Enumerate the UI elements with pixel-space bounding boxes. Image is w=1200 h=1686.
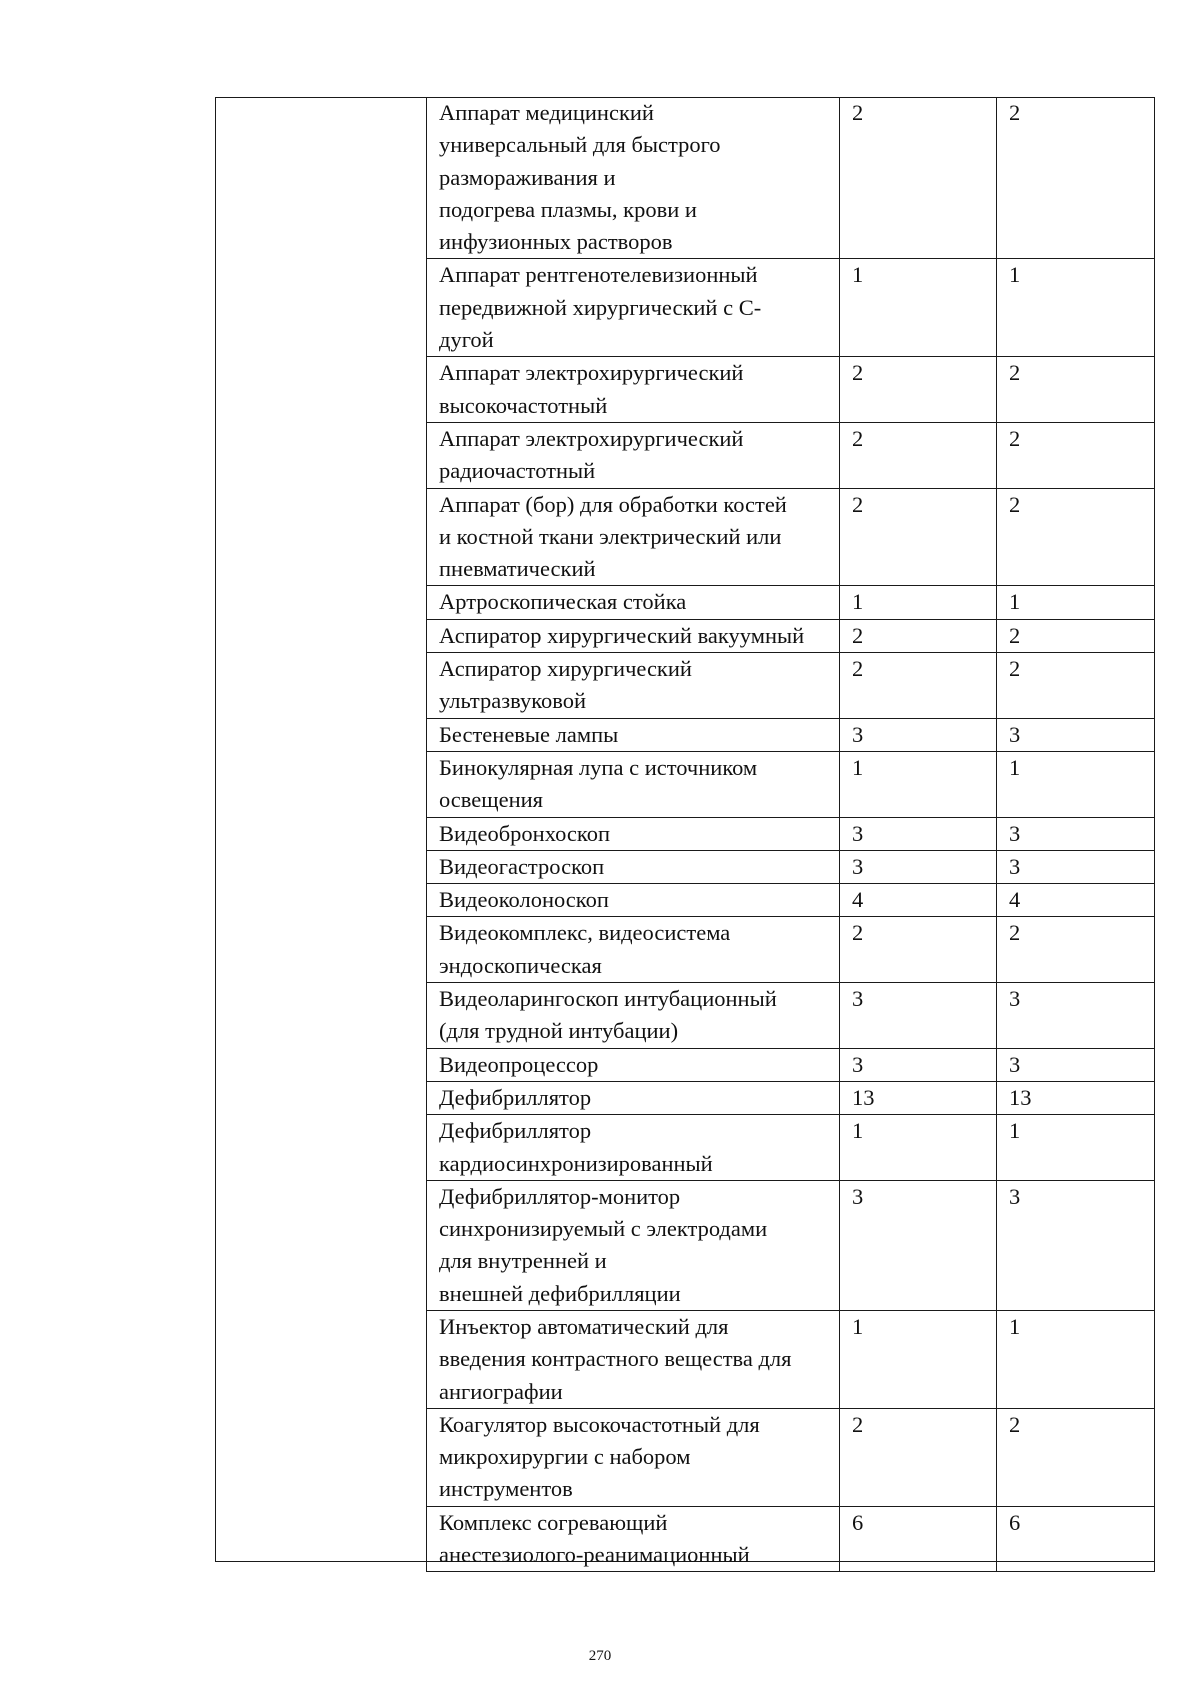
table-row	[427, 1408, 1155, 1506]
equipment-name-cell: Аспиратор хирургический вакуумный	[427, 619, 840, 652]
equipment-name-cell: Аппарат рентгенотелевизионный передвижной хирургический с С- дугой	[427, 259, 840, 357]
table-row	[427, 1048, 1155, 1081]
equipment-name-cell: Видеобронхоскоп	[427, 817, 840, 850]
quantity-cell-b: 6	[997, 1506, 1155, 1572]
table-row	[427, 1081, 1155, 1114]
table-row	[427, 817, 1155, 850]
quantity-cell-b: 4	[997, 884, 1155, 917]
table-row	[427, 1310, 1155, 1408]
equipment-name-cell: Бинокулярная лупа с источником освещения	[427, 751, 840, 817]
empty-left-column	[216, 98, 427, 1561]
quantity-cell-b: 2	[997, 97, 1155, 259]
table-row	[427, 850, 1155, 883]
equipment-table-body	[427, 97, 1155, 1572]
table-row	[427, 884, 1155, 917]
table-row	[427, 1506, 1155, 1572]
equipment-name-cell: Бестеневые лампы	[427, 718, 840, 751]
equipment-name-cell: Коагулятор высокочастотный для микрохирургии с набором инструментов	[427, 1408, 840, 1506]
quantity-cell-a: 13	[840, 1081, 997, 1114]
quantity-cell-b: 2	[997, 653, 1155, 719]
quantity-cell-b: 2	[997, 619, 1155, 652]
table-row	[427, 751, 1155, 817]
quantity-cell-b: 3	[997, 1180, 1155, 1310]
quantity-cell-a: 2	[840, 917, 997, 983]
quantity-cell-a: 2	[840, 619, 997, 652]
table-row	[427, 97, 1155, 259]
equipment-name-cell: Видеопроцессор	[427, 1048, 840, 1081]
quantity-cell-a: 2	[840, 422, 997, 488]
quantity-cell-b: 3	[997, 983, 1155, 1049]
quantity-cell-a: 3	[840, 817, 997, 850]
quantity-cell-a: 3	[840, 1048, 997, 1081]
quantity-cell-b: 3	[997, 850, 1155, 883]
table-row	[427, 1115, 1155, 1181]
table-row	[427, 357, 1155, 423]
table-row	[427, 983, 1155, 1049]
equipment-name-cell: Аппарат медицинский универсальный для быстрого размораживания и подогрева плазмы, крови и инфузионных растворов	[427, 97, 840, 259]
equipment-name-cell: Артроскопическая стойка	[427, 586, 840, 619]
quantity-cell-a: 1	[840, 586, 997, 619]
quantity-cell-b: 1	[997, 1115, 1155, 1181]
quantity-cell-a: 2	[840, 1408, 997, 1506]
quantity-cell-b: 2	[997, 1408, 1155, 1506]
quantity-cell-a: 3	[840, 983, 997, 1049]
equipment-name-cell: Инъектор автоматический для введения контрастного вещества для ангиографии	[427, 1310, 840, 1408]
quantity-cell-b: 2	[997, 357, 1155, 423]
table-row	[427, 422, 1155, 488]
quantity-cell-a: 4	[840, 884, 997, 917]
quantity-cell-b: 1	[997, 586, 1155, 619]
table-row	[427, 619, 1155, 652]
quantity-cell-a: 6	[840, 1506, 997, 1572]
page-number: 270	[588, 1648, 612, 1664]
table-row	[427, 1180, 1155, 1310]
quantity-cell-a: 1	[840, 1115, 997, 1181]
quantity-cell-a: 2	[840, 488, 997, 586]
equipment-name-cell: Дефибриллятор кардиосинхронизированный	[427, 1115, 840, 1181]
quantity-cell-a: 3	[840, 1180, 997, 1310]
quantity-cell-b: 2	[997, 488, 1155, 586]
quantity-cell-b: 2	[997, 917, 1155, 983]
quantity-cell-b: 3	[997, 1048, 1155, 1081]
quantity-cell-a: 2	[840, 357, 997, 423]
equipment-name-cell: Видеоларингоскоп интубационный (для трудной интубации)	[427, 983, 840, 1049]
equipment-name-cell: Видеогастроскоп	[427, 850, 840, 883]
equipment-name-cell: Видеоколоноскоп	[427, 884, 840, 917]
table-row	[427, 917, 1155, 983]
quantity-cell-a: 2	[840, 653, 997, 719]
quantity-cell-b: 13	[997, 1081, 1155, 1114]
quantity-cell-b: 1	[997, 259, 1155, 357]
equipment-name-cell: Аппарат электрохирургический высокочастотный	[427, 357, 840, 423]
quantity-cell-b: 3	[997, 817, 1155, 850]
table-row	[427, 653, 1155, 719]
quantity-cell-b: 2	[997, 422, 1155, 488]
table-row	[427, 488, 1155, 586]
equipment-name-cell: Комплекс согревающий анестезиолого-реанимационный	[427, 1506, 840, 1572]
quantity-cell-b: 3	[997, 718, 1155, 751]
quantity-cell-b: 1	[997, 1310, 1155, 1408]
equipment-name-cell: Дефибриллятор	[427, 1081, 840, 1114]
table-row	[427, 586, 1155, 619]
quantity-cell-a: 1	[840, 751, 997, 817]
table-row	[427, 718, 1155, 751]
quantity-cell-b: 1	[997, 751, 1155, 817]
quantity-cell-a: 3	[840, 718, 997, 751]
equipment-table	[426, 97, 1155, 1572]
equipment-name-cell: Аспиратор хирургический ультразвуковой	[427, 653, 840, 719]
table-row	[427, 259, 1155, 357]
quantity-cell-a: 1	[840, 259, 997, 357]
equipment-name-cell: Видеокомплекс, видеосистема эндоскопическая	[427, 917, 840, 983]
quantity-cell-a: 2	[840, 97, 997, 259]
equipment-name-cell: Аппарат электрохирургический радиочастотный	[427, 422, 840, 488]
quantity-cell-a: 3	[840, 850, 997, 883]
equipment-name-cell: Аппарат (бор) для обработки костей и костной ткани электрический или пневматический	[427, 488, 840, 586]
equipment-name-cell: Дефибриллятор-монитор синхронизируемый с электродами для внутренней и внешней дефибрилляции	[427, 1180, 840, 1310]
quantity-cell-a: 1	[840, 1310, 997, 1408]
